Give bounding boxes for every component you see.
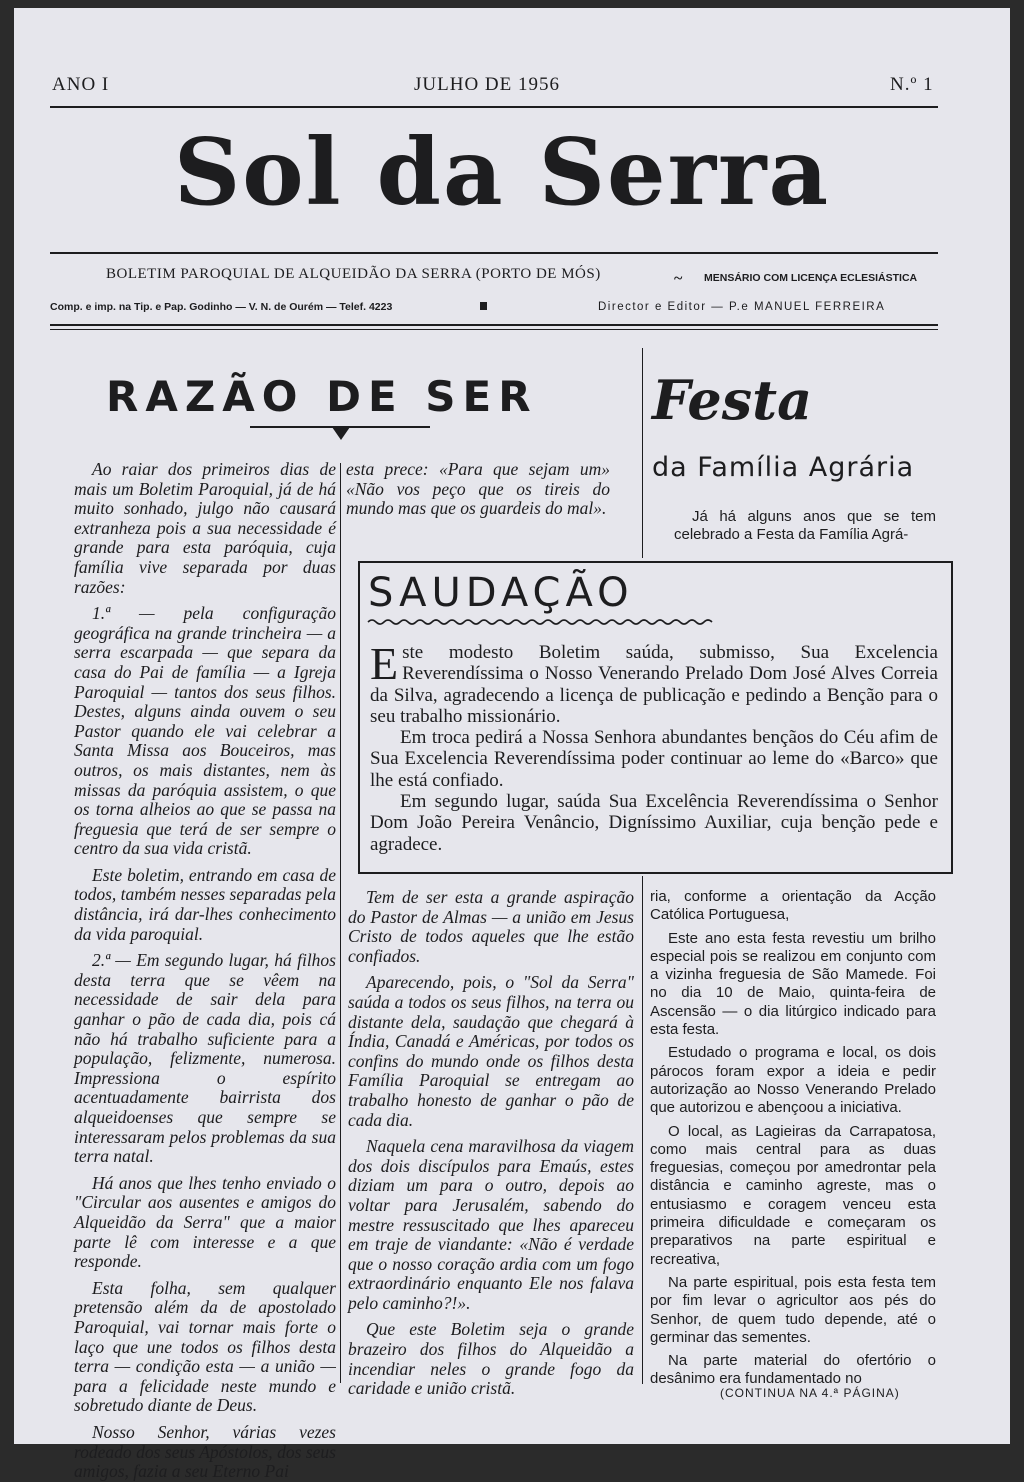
festa-paragraph: ria, conforme a orientação da Acção Católica Portuguesa, [650, 888, 936, 924]
header-rule [50, 106, 938, 108]
saudacao-text [370, 638, 938, 855]
festa-paragraph: Na parte espiritual, pois esta festa tem por fim levar o agricultor aos pés do Senhor, de quem tudo depende, até o germinar das sementes. [650, 1273, 936, 1346]
imprint-text: Comp. e imp. na Tip. e Pap. Godinho — V. N. de Ourém — Telef. 4223 [50, 301, 393, 313]
column-divider-2 [642, 348, 643, 558]
saudacao-paragraph [370, 638, 938, 727]
razao-paragraph: Ao raiar dos primeiros dias de mais um Boletim Paroquial, já de há muito sonhado, julgo não causará extranheza pois a sua necessidade é grande para esta paróquia, cuja família vive separada por duas razões: [74, 459, 336, 597]
razao-paragraph: 1.ª — pela configuração geográfica na grande trincheira — a serra escarpada — que separa da casa do Pai de família — a Igreja Paroquial — tantos dos seus filhos. Destes, alguns ainda ouvem o seu Pastor quando ele vai celebrar a Santa Missa aos Bouceiros, mas outros, os mais distantes, nem às missas da paróquia assistem, o que os torna alheios ao que se passa na freguesia que terá de ser sempre o centro da sua vida cristã. [74, 603, 336, 859]
continued-note: (CONTINUA NA 4.ª PÁGINA) [720, 1386, 900, 1400]
license-text: MENSÁRIO COM LICENÇA ECLESIÁSTICA [704, 272, 918, 284]
director-text: Director e Editor — P.e MANUEL FERREIRA [598, 301, 886, 313]
razao-column-2 [348, 887, 634, 1399]
festa-paragraph: Este ano esta festa revestiu um brilho especial pois se realizou em conjunto com a vizinha freguesia de São Mamede. Foi no dia 10 de Maio, quinta-feira de Ascensão — o dia litúrgico indicado para esta festa. [650, 929, 936, 1039]
saudacao-paragraph: Em troca pedirá a Nossa Senhora abundantes bençãos do Céu afim de Sua Excelencia Reverendíssima poder continuar ao leme do «Barco» que lhe está confiado. [370, 727, 938, 791]
bulletin-subtitle: BOLETIM PAROQUIAL DE ALQUEIDÃO DA SERRA (PORTO DE MÓS) [106, 266, 601, 282]
razao-paragraph: Aparecendo, pois, o "Sol da Serra" saúda a todos os seus filhos, na terra ou distante dela, saudação que chegará à Índia, Canadá e Américas, por todos os confins do mundo onde os filhos desta Família Paroquial se entregam ao trabalho honesto de ganhar o pão de cada dia. [348, 972, 634, 1130]
razao-arrow-icon [332, 427, 350, 441]
issue-number: N.º 1 [890, 74, 934, 95]
razao-column-1 [74, 459, 336, 1482]
razao-paragraph: Tem de ser esta a grande aspiração do Pastor de Almas — a união em Jesus Cristo de todos aqueles que lhe estão confiados. [348, 887, 634, 966]
festa-paragraph: Estudado o programa e local, os dois párocos foram expor a ideia e pedir autorização ao Nosso Venerando Prelado que autorizou e abençoou a iniciativa. [650, 1044, 936, 1117]
festa-paragraph: Na parte material do ofertório o desânimo era fundamentado no [650, 1352, 936, 1388]
razao-paragraph: Que este Boletim seja o grande brazeiro dos filhos do Alqueidão a incendiar neles o grande fogo da caridade e união cristã. [348, 1319, 634, 1399]
razao-paragraph: esta prece: «Para que sejam um» «Não vos peço que os tireis do mundo mas que os guardeis do mal». [346, 459, 610, 519]
festa-column [650, 888, 936, 1388]
saudacao-paragraph: Em segundo lugar, saúda Sua Excelência Reverendíssima o Senhor Dom João Pereira Venâncio, Digníssimo Auxiliar, cuja benção pede e agradece. [370, 791, 938, 855]
drop-cap: E [370, 638, 399, 689]
festa-subtitle: da Família Agrária [652, 452, 915, 483]
razao-paragraph: Esta folha, sem qualquer pretensão além da de apostolado Paroquial, vai tornar mais forte o laço que une todos os filhos desta terra — condição esta — a união — para a felicidade neste mundo e sobretudo diante de Deus. [74, 1277, 336, 1416]
festa-paragraph: Já há alguns anos que se tem celebrado a Festa da Família Agrá- [674, 508, 936, 544]
razao-paragraph: 2.ª — Em segundo lugar, há filhos desta terra que se vêem na necessidade de sair dela para ganhar o pão de cada dia, pois cá não há trabalho suficiente para a população, felizmente, numerosa. Impressiona o espírito acentuadamente bairrista dos alqueidoenses que sempre se interessaram pelos problemas da sua terra natal. [74, 950, 336, 1167]
masthead-rule [50, 252, 938, 254]
dash-ornament: ~ [674, 270, 683, 287]
razao-column-2-top [346, 460, 610, 526]
double-rule-bottom [50, 329, 938, 330]
razao-title: RAZÃO DE SER [106, 372, 538, 421]
column-divider-1 [340, 463, 341, 1383]
masthead-title: Sol da Serra [173, 118, 831, 226]
saudacao-paragraph-text: ste modesto Boletim saúda, submisso, Sua Excelencia Reverendíssima o Nosso Venerando Prelado Dom José Alves Correia da Silva, agradecendo a licença de publicação e pedindo a Benção para o seu trabalho missionário. [370, 642, 938, 727]
issue-date: JULHO DE 1956 [414, 74, 560, 95]
razao-paragraph: Nosso Senhor, várias vezes rodeado dos seus Apóstolos, dos seus amigos, fazia a seu Eterno Pai [74, 1421, 336, 1482]
issue-year: ANO I [52, 74, 110, 95]
column-divider-3 [642, 876, 643, 1384]
razao-paragraph: Naquela cena maravilhosa da viagem dos dois discípulos para Emaús, estes diziam um para o outro, depois ao voltar para Jerusalém, sabendo do mestre ressuscitado que lhes apareceu em traje de viandante: «Não é verdade que o nosso coração ardia com um fogo extraordinário enquanto Ele nos falava pelo caminho?!». [348, 1136, 634, 1313]
saudacao-title: SAUDAÇÃO [368, 570, 634, 616]
festa-intro [674, 508, 936, 545]
newspaper-page [14, 8, 1010, 1482]
festa-title: Festa [652, 368, 813, 432]
razao-paragraph: Há anos que lhes tenho enviado o "Circular aos ausentes e amigos do Alqueidão da Serra" que a maior parte lê com interesse e a que responde. [74, 1172, 336, 1272]
festa-paragraph: O local, as Lagieiras da Carrapatosa, como mais central para as duas freguesias, começou por amedrontar pela distância e caminho agreste, mas o entusiasmo e coragem venceu esta primeira dificuldade e começaram os preparativos na parte espiritual e recreativa, [650, 1122, 936, 1268]
wavy-underline-icon [368, 618, 718, 626]
razao-paragraph: Este boletim, entrando em casa de todos, também nesses separadas pela distância, irá dar-lhes conhecimento da vida paroquial. [74, 864, 336, 944]
square-ornament [480, 302, 487, 310]
double-rule-top [50, 324, 938, 326]
